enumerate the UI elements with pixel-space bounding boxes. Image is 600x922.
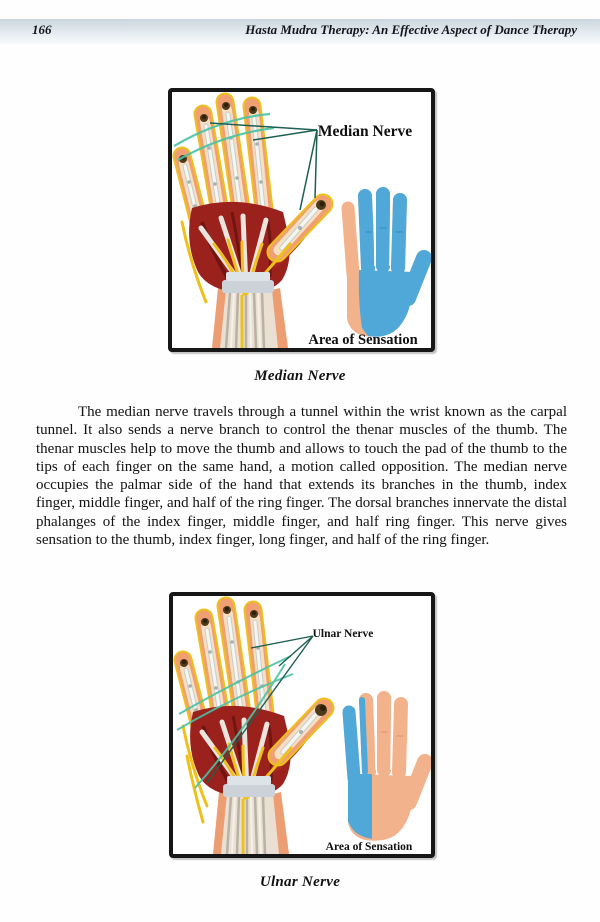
median-nerve-figure bbox=[168, 88, 435, 352]
median-nerve-illustration bbox=[172, 92, 431, 348]
sensation-hand bbox=[347, 194, 424, 337]
median-nerve-label: Median Nerve bbox=[317, 123, 413, 140]
sensation-hand bbox=[348, 698, 425, 841]
page-header bbox=[0, 19, 600, 44]
area-of-sensation-label: Area of Sensation bbox=[325, 841, 413, 853]
page-number: 166 bbox=[32, 22, 52, 37]
ulnar-nerve-figure bbox=[169, 592, 435, 858]
ulnar-figure-caption: Ulnar Nerve bbox=[259, 874, 341, 890]
ulnar-nerve-label: Ulnar Nerve bbox=[312, 628, 374, 640]
dissected-hand bbox=[179, 102, 326, 348]
area-of-sensation-label: Area of Sensation bbox=[308, 332, 418, 348]
body-paragraph: The median nerve travels through a tunnel within the wrist known as the carpal tunnel. It also sends a nerve branch to control the thenar muscles of the thumb. The thenar muscles help to move the thumb and allows to touch the pad of the thumb to the tips of each finger on the same hand, a motion called opposition. The median nerve occupies the palmar side of the hand that extends its branches in the thumb, index finger, middle finger, and half of the ring finger. The dorsal branches innervate the distal phalanges of the index finger, middle finger, and half ring finger. This nerve gives sensation to the thumb, index finger, long finger, and half of the ring finger. bbox=[36, 404, 567, 549]
ulnar-nerve-illustration bbox=[173, 596, 431, 854]
header-title: Hasta Mudra Therapy: An Effective Aspect of Dance Therapy bbox=[245, 22, 577, 37]
median-figure-caption: Median Nerve bbox=[254, 368, 346, 384]
